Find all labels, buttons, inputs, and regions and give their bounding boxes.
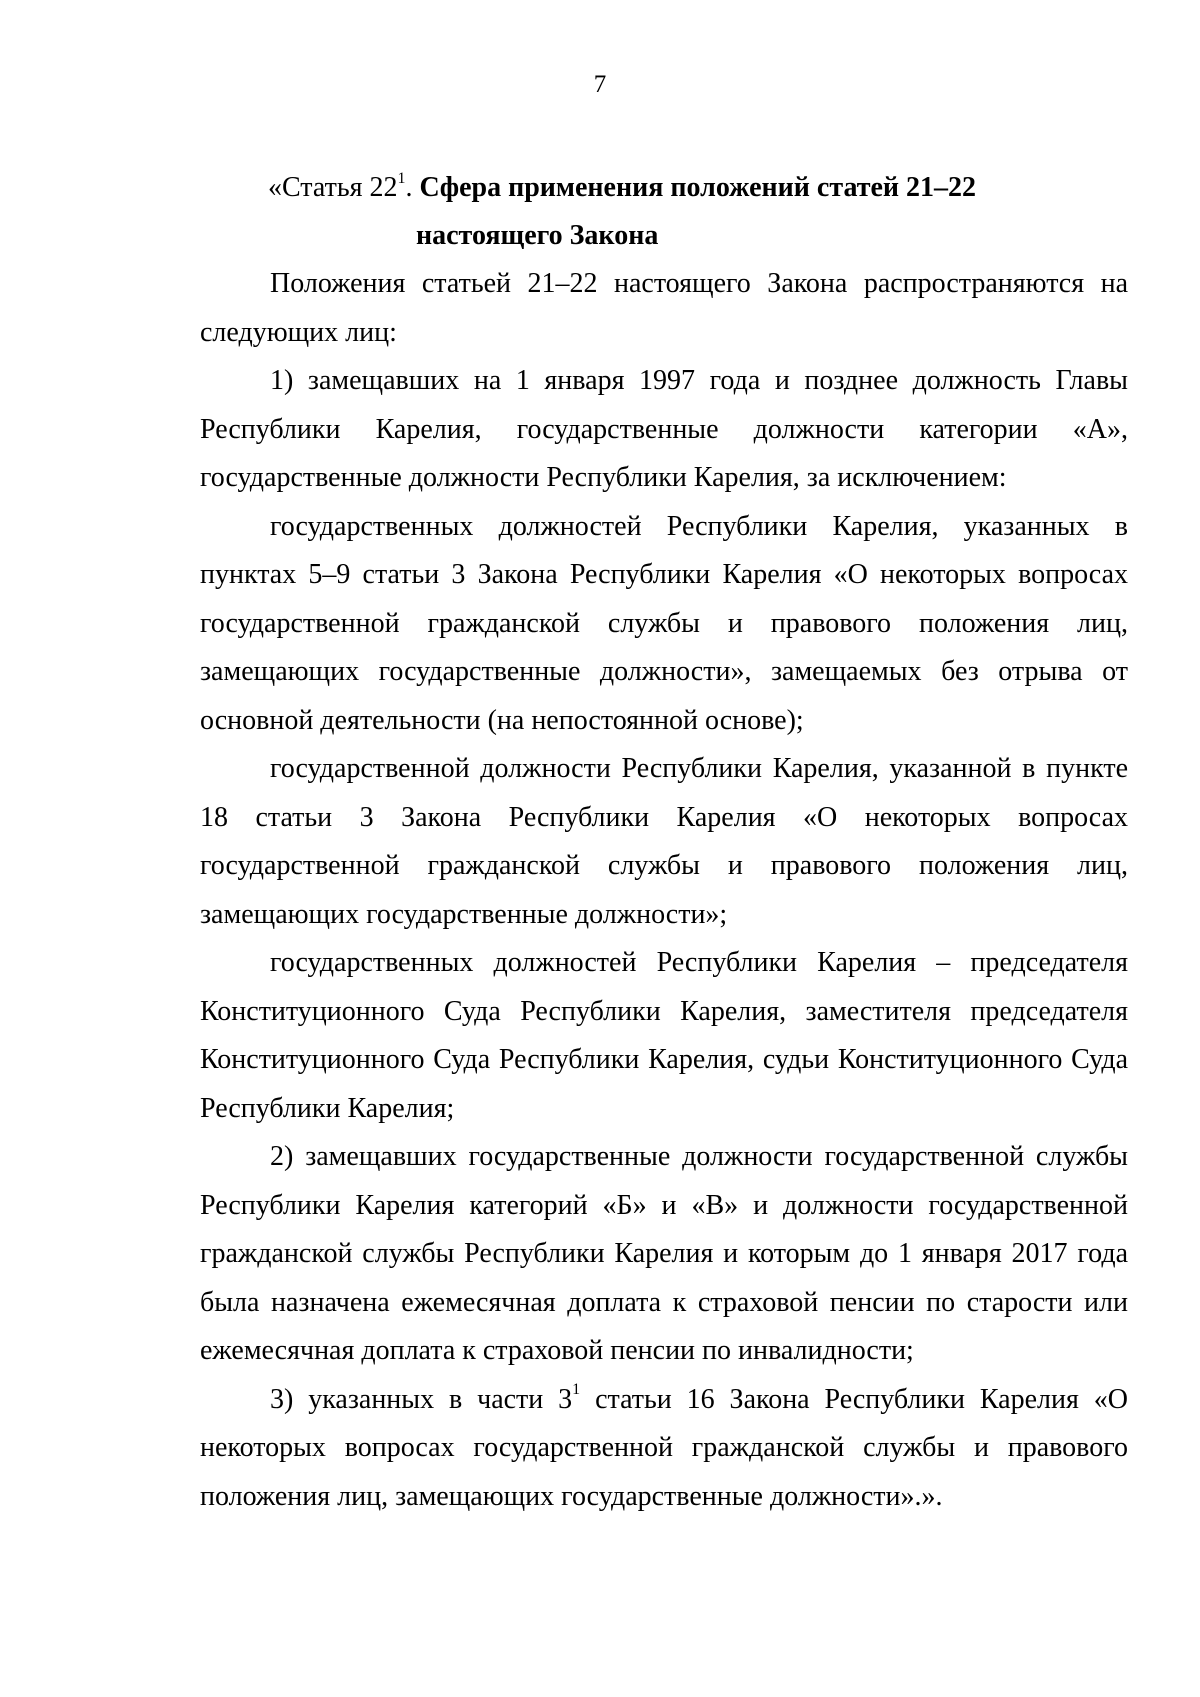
article-title-line1: Сфера применения положений статей 21–22	[419, 172, 977, 203]
paragraph: государственных должностей Республики Карелия, указанных в пунктах 5–9 статьи 3 Закона Республики Карелия «О некоторых вопросах государственной гражданской службы и правового положения лиц, замещающих государственные должности», замещаемых без отрыва от основной деятельности (на непостоянной основе);	[200, 510, 1128, 736]
paragraph-last-start: 3) указанных в части 3	[270, 1383, 573, 1415]
paragraph-last-end: статьи 16 Закона Республики Карелия «О некоторых вопросах государственной гражданской службы и правового положения лиц, замещающих государственные должности».».	[200, 1383, 1128, 1512]
paragraph-last-superscript: 1	[572, 1381, 581, 1399]
paragraph: Положения статьей 21–22 настоящего Закона распространяются на следующих лиц:	[200, 268, 1128, 348]
paragraph: 1) замещавших на 1 января 1997 года и позднее должность Главы Республики Карелия, государственные должности категории «А», государственные должности Республики Карелия, за исключением:	[200, 365, 1128, 493]
article-heading	[268, 164, 1068, 260]
page-number: 7	[593, 71, 607, 98]
paragraph: 2) замещавших государственные должности государственной службы Республики Карелия категорий «Б» и «В» и должности государственной гражданской службы Республики Карелия и которым до 1 января 2017 года была назначена ежемесячная доплата к страховой пенсии по старости или ежемесячная доплата к страховой пенсии по инвалидности;	[200, 1141, 1128, 1366]
paragraph: государственных должностей Республики Карелия – председателя Конституционного Суда Республики Карелия, заместителя председателя Конституционного Суда Республики Карелия, судьи Конституционного Суда Республики Карелия;	[200, 947, 1128, 1124]
article-body	[200, 260, 1128, 1521]
paragraph-last	[200, 1376, 1128, 1522]
article-title-line2: настоящего Закона	[416, 220, 659, 251]
article-heading-dot: .	[405, 172, 420, 203]
article-heading-superscript: 1	[397, 169, 406, 187]
article-heading-prefix: «Статья 22	[268, 172, 398, 203]
paragraph: государственной должности Республики Карелия, указанной в пункте 18 статьи 3 Закона Республики Карелия «О некоторых вопросах государственной гражданской службы и правового положения лиц, замещающих государственные должности»;	[200, 753, 1128, 930]
